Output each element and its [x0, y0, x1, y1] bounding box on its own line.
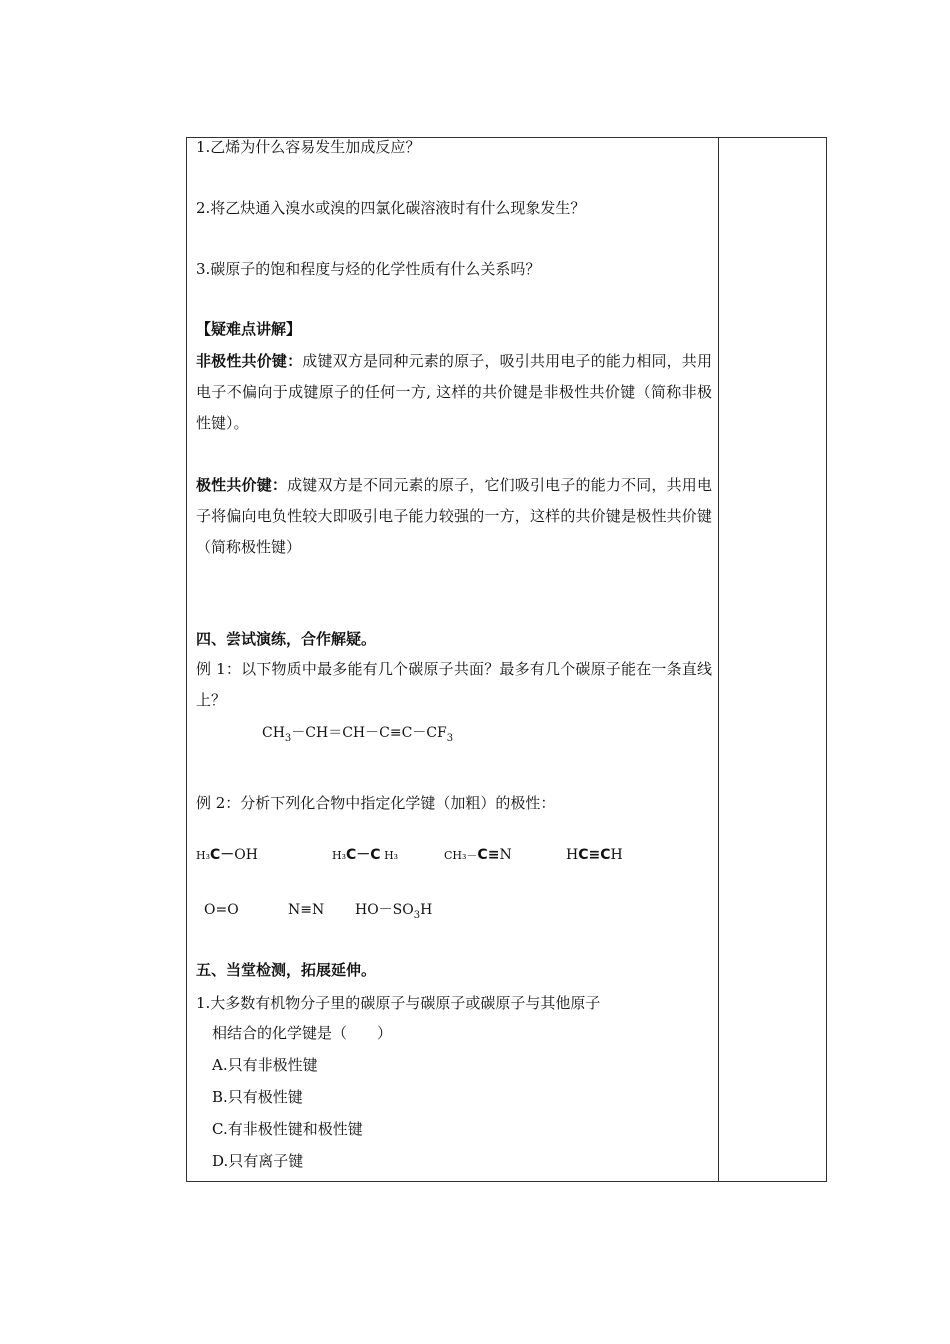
question-1: 1.乙烯为什么容易发生加成反应？ — [196, 138, 421, 156]
compound-2: H₃C－C H₃ — [332, 847, 399, 863]
question-2: 2.将乙炔通入溴水或溴的四氯化碳溶液时有什么现象发生？ — [196, 199, 586, 217]
compound-1: H₃C－OH — [196, 847, 258, 863]
section-5-heading: 五、当堂检测，拓展延伸。 — [196, 961, 377, 979]
example-1: 例 1：以下物质中最多能有几个碳原子共面？最多有几个碳原子能在一条直线上？ — [196, 660, 712, 709]
formula-ex1: $CH_3-CH=CH-C\equiv C-CF_3$ — [262, 725, 454, 744]
option-c: C.有非极性键和极性键 — [212, 1120, 363, 1138]
polar-paragraph — [196, 470, 712, 563]
check-question-1-line2: 相结合的化学键是（ ） — [212, 1024, 393, 1042]
option-a: A.只有非极性键 — [212, 1056, 318, 1074]
nonpolar-paragraph — [196, 346, 712, 439]
polar-text: 成键双方是不同元素的原子，它们吸引电子的能力不同，共用电子将偏向电负性较大即吸引电子能力较强的一方，这样的共价键是极性共价键（简称极性键） — [196, 476, 712, 556]
option-d: D.只有离子键 — [212, 1152, 304, 1170]
difficulty-heading: 【疑难点讲解】 — [196, 320, 302, 338]
section-4-heading: 四、尝试演练，合作解疑。 — [196, 630, 377, 648]
compound-3: CH₃－C≡N — [444, 847, 512, 863]
compound-7: $HO-SO_3H$ — [355, 902, 433, 921]
option-b: B.只有极性键 — [212, 1088, 303, 1106]
check-question-1: 1.大多数有机物分子里的碳原子与碳原子或碳原子与其他原子 — [196, 994, 601, 1012]
nonpolar-text: 成键双方是同种元素的原子，吸引共用电子的能力相同，共用电子不偏向于成键原子的任何一方, 这样的共价键是非极性共价键（简称非极性键）。 — [196, 352, 712, 432]
polar-term: 极性共价键： — [196, 476, 288, 494]
compound-6: N≡N — [288, 902, 325, 918]
compound-5: O=O — [204, 902, 239, 918]
nonpolar-term: 非极性共价键： — [196, 352, 303, 370]
question-3: 3.碳原子的饱和程度与烃的化学性质有什么关系吗？ — [196, 260, 541, 278]
compound-4: HC≡CH — [566, 847, 623, 863]
column-divider — [718, 137, 719, 1182]
example-2: 例 2：分析下列化合物中指定化学键（加粗）的极性： — [196, 794, 556, 812]
